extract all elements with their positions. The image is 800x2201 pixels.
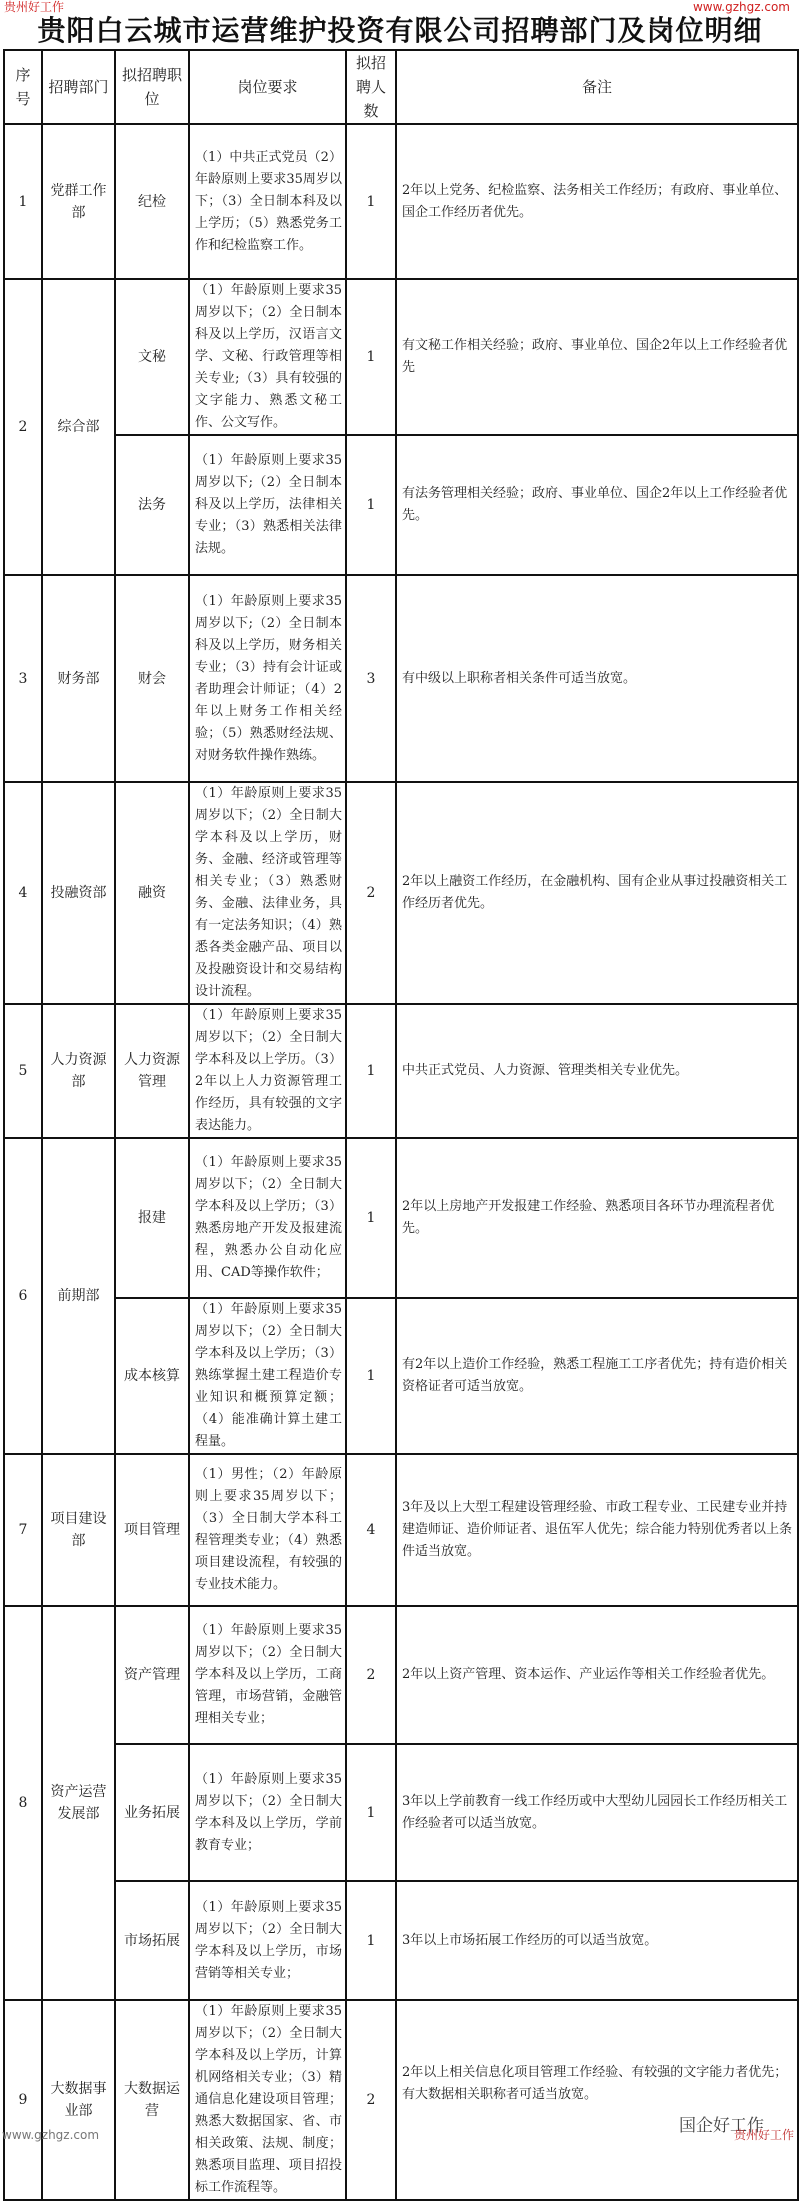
department: 人力资源部 bbox=[42, 1004, 115, 1138]
position-title: 人力资源管理 bbox=[115, 1004, 189, 1138]
header-count: 拟招聘人数 bbox=[346, 50, 396, 124]
department: 综合部 bbox=[42, 279, 115, 575]
table-row bbox=[4, 1606, 798, 1744]
header-note: 备注 bbox=[396, 50, 798, 124]
watermark-bottom-left: www.gzhgz.com bbox=[2, 2128, 100, 2142]
table-row bbox=[4, 2000, 798, 2200]
headcount: 1 bbox=[346, 1004, 396, 1138]
headcount: 1 bbox=[346, 279, 396, 435]
table-row bbox=[4, 1298, 798, 1454]
position-requirements: （1）年龄原则上要求35周岁以下；（2）全日制大学本科及以上学历，市场营销等相关专业； bbox=[189, 1881, 346, 2000]
recruitment-table bbox=[3, 49, 799, 2201]
page-title: 贵阳白云城市运营维护投资有限公司招聘部门及岗位明细 bbox=[37, 14, 763, 47]
position-requirements: （1）年龄原则上要求35周岁以下；（2）全日制大学本科及以上学历，计算机网络相关专业；（3）精通信息化建设项目管理；熟悉大数据国家、省、市相关政策、法规、制度；熟悉项目监理、项目招投标工作流程等。 bbox=[189, 2000, 346, 2200]
remarks: 有法务管理相关经验；政府、事业单位、国企2年以上工作经验者优先。 bbox=[396, 435, 798, 575]
remarks: 2年以上融资工作经历，在金融机构、国有企业从事过投融资相关工作经历者优先。 bbox=[396, 782, 798, 1004]
remarks: 3年及以上大型工程建设管理经验、市政工程专业、工民建专业并持建造师证、造价师证者、退伍军人优先；综合能力特别优秀者以上条件适当放宽。 bbox=[396, 1454, 798, 1606]
position-requirements: （1）年龄原则上要求35周岁以下；（2）全日制本科及以上学历，汉语言文学、文秘、行政管理等相关专业;（3）具有较强的文字能力、熟悉文秘工作、公文写作。 bbox=[189, 279, 346, 435]
remarks-cell bbox=[396, 2000, 798, 2200]
position-title: 融资 bbox=[115, 782, 189, 1004]
row-number: 8 bbox=[4, 1606, 42, 2000]
position-title: 纪检 bbox=[115, 124, 189, 279]
department: 党群工作部 bbox=[42, 124, 115, 279]
headcount: 2 bbox=[346, 1606, 396, 1744]
remarks: 有2年以上造价工作经验，熟悉工程施工工序者优先；持有造价相关资格证者可适当放宽。 bbox=[396, 1298, 798, 1454]
position-requirements: （1）年龄原则上要求35周岁以下；（2）全日制大学本科及以上学历，财务、金融、经济或管理等相关专业；（3）熟悉财务、金融、法律业务，具有一定法务知识；（4）熟悉各类金融产品、项目以及投融资设计和交易结构设计流程。 bbox=[189, 782, 346, 1004]
watermark-top-left: 贵州好工作 bbox=[4, 0, 65, 14]
position-requirements: （1）年龄原则上要求35周岁以下；（2）全日制大学本科及以上学历，学前教育专业； bbox=[189, 1744, 346, 1881]
position-requirements: （1）年龄原则上要求35周岁以下；（2）全日制大学本科及以上学历。（3）2年以上人力资源管理工作经历，具有较强的文字表达能力。 bbox=[189, 1004, 346, 1138]
remarks: 2年以上房地产开发报建工作经验、熟悉项目各环节办理流程者优先。 bbox=[396, 1138, 798, 1298]
table-row bbox=[4, 124, 798, 279]
row-number: 4 bbox=[4, 782, 42, 1004]
remarks: 2年以上党务、纪检监察、法务相关工作经历；有政府、事业单位、国企工作经历者优先。 bbox=[396, 124, 798, 279]
position-title: 法务 bbox=[115, 435, 189, 575]
table-row bbox=[4, 1744, 798, 1881]
remarks: 有中级以上职称者相关条件可适当放宽。 bbox=[396, 575, 798, 782]
remarks: 3年以上市场拓展工作经历的可以适当放宽。 bbox=[396, 1881, 798, 2000]
table-row bbox=[4, 279, 798, 435]
table-row bbox=[4, 435, 798, 575]
department: 财务部 bbox=[42, 575, 115, 782]
header-dept: 招聘部门 bbox=[42, 50, 115, 124]
headcount: 1 bbox=[346, 1138, 396, 1298]
watermark-bottom-right: 贵州好工作 bbox=[733, 2128, 794, 2142]
headcount: 1 bbox=[346, 435, 396, 575]
position-requirements: （1）年龄原则上要求35周岁以下；（2）全日制大学本科及以上学历；（3）熟练掌握土建工程造价专业知识和概预算定额；（4）能准确计算土建工程量。 bbox=[189, 1298, 346, 1454]
table-row bbox=[4, 1004, 798, 1138]
header-requirements: 岗位要求 bbox=[189, 50, 346, 124]
position-title: 资产管理 bbox=[115, 1606, 189, 1744]
position-title: 市场拓展 bbox=[115, 1881, 189, 2000]
position-requirements: （1）年龄原则上要求35周岁以下;（2）全日制本科及以上学历，财务相关专业；（3）持有会计证或者助理会计师证；（4）2年以上财务工作相关经验；（5）熟悉财经法规、对财务软件操作熟练。 bbox=[189, 575, 346, 782]
watermark-top-right: www.gzhgz.com bbox=[692, 0, 790, 14]
remarks: 2年以上资产管理、资本运作、产业运作等相关工作经验者优先。 bbox=[396, 1606, 798, 1744]
remarks: 3年以上学前教育一线工作经历或中大型幼儿园园长工作经历相关工作经验者可以适当放宽。 bbox=[396, 1744, 798, 1881]
headcount: 2 bbox=[346, 2000, 396, 2200]
table-row bbox=[4, 1454, 798, 1606]
department: 大数据事业部 bbox=[42, 2000, 115, 2200]
headcount: 3 bbox=[346, 575, 396, 782]
department: 资产运营发展部 bbox=[42, 1606, 115, 2000]
remarks: 有文秘工作相关经验；政府、事业单位、国企2年以上工作经验者优先 bbox=[396, 279, 798, 435]
row-number: 2 bbox=[4, 279, 42, 575]
position-title: 报建 bbox=[115, 1138, 189, 1298]
remarks: 2年以上相关信息化项目管理工作经验、有较强的文字能力者优先；有大数据相关职称者可适当放宽。 bbox=[402, 2065, 788, 2102]
position-title: 项目管理 bbox=[115, 1454, 189, 1606]
remarks: 中共正式党员、人力资源、管理类相关专业优先。 bbox=[396, 1004, 798, 1138]
row-number: 6 bbox=[4, 1138, 42, 1454]
row-number: 5 bbox=[4, 1004, 42, 1138]
position-requirements: （1）年龄原则上要求35周岁以下;（2）全日制本科及以上学历，法律相关专业；（3）熟悉相关法律法规。 bbox=[189, 435, 346, 575]
table-row bbox=[4, 575, 798, 782]
table-row bbox=[4, 1881, 798, 2000]
table-row bbox=[4, 1138, 798, 1298]
department: 投融资部 bbox=[42, 782, 115, 1004]
row-number: 7 bbox=[4, 1454, 42, 1606]
row-number: 3 bbox=[4, 575, 42, 782]
header-position: 拟招聘职位 bbox=[115, 50, 189, 124]
row-number: 1 bbox=[4, 124, 42, 279]
row-number: 9 bbox=[4, 2000, 42, 2200]
header-no: 序号 bbox=[4, 50, 42, 124]
headcount: 1 bbox=[346, 1744, 396, 1881]
department: 前期部 bbox=[42, 1138, 115, 1454]
headcount: 1 bbox=[346, 1298, 396, 1454]
table-row bbox=[4, 782, 798, 1004]
headcount: 4 bbox=[346, 1454, 396, 1606]
header-row bbox=[4, 50, 798, 124]
headcount: 1 bbox=[346, 1881, 396, 2000]
wechat-logo: 国企好工作 bbox=[679, 2116, 764, 2136]
position-title: 大数据运营 bbox=[115, 2000, 189, 2200]
position-requirements: （1）男性；（2）年龄原则上要求35周岁以下；（3）全日制大学本科工程管理类专业；（4）熟悉项目建设流程，有较强的专业技术能力。 bbox=[189, 1454, 346, 1606]
position-requirements: （1）年龄原则上要求35周岁以下；（2）全日制大学本科及以上学历，工商管理，市场营销，金融管理相关专业； bbox=[189, 1606, 346, 1744]
position-title: 业务拓展 bbox=[115, 1744, 189, 1881]
position-requirements: （1）年龄原则上要求35周岁以下；（2）全日制大学本科及以上学历；（3）熟悉房地产开发及报建流程，熟悉办公自动化应用、CAD等操作软件； bbox=[189, 1138, 346, 1298]
position-requirements: （1）中共正式党员（2）年龄原则上要求35周岁以下；（3）全日制本科及以上学历；（5）熟悉党务工作和纪检监察工作。 bbox=[189, 124, 346, 279]
position-title: 文秘 bbox=[115, 279, 189, 435]
position-title: 财会 bbox=[115, 575, 189, 782]
headcount: 1 bbox=[346, 124, 396, 279]
headcount: 2 bbox=[346, 782, 396, 1004]
position-title: 成本核算 bbox=[115, 1298, 189, 1454]
department: 项目建设部 bbox=[42, 1454, 115, 1606]
